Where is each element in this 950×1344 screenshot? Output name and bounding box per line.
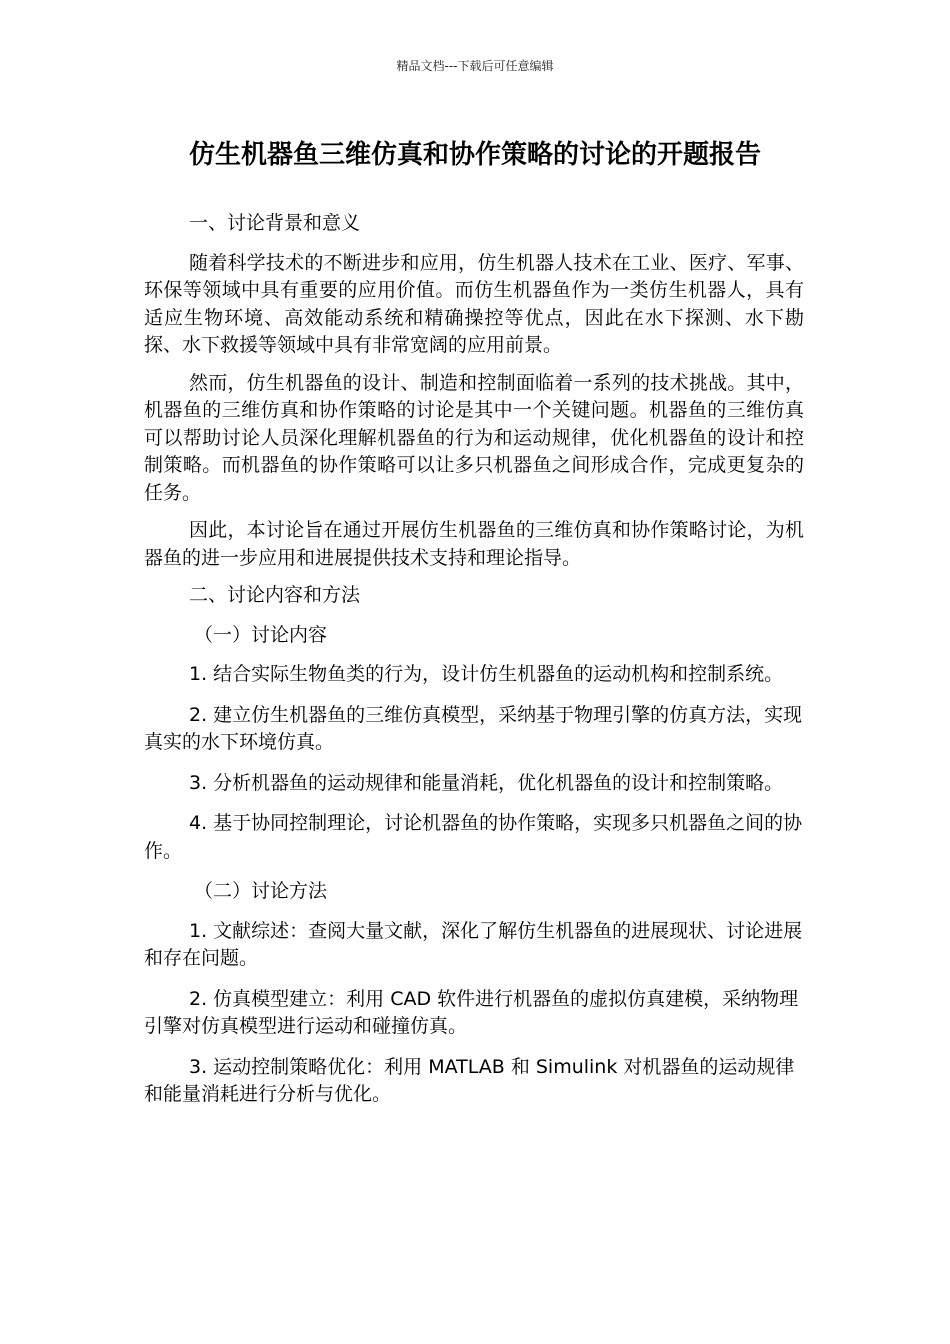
section-1-paragraph-2: 然而，仿生机器鱼的设计、制造和控制面临着一系列的技术挑战。其中，机器鱼的三维仿真和协作策略的讨论是其中一个关键问题。机器鱼的三维仿真可以帮助讨论人员深化理解机器鱼的行为和运动规律，优化机器鱼的设计和控制策略。而机器鱼的协作策略可以让多只机器鱼之间形成合作，完成更复杂的任务。 [144,371,804,504]
section-1-heading: 一、讨论背景和意义 [189,212,361,234]
section-2-heading: 二、讨论内容和方法 [189,584,361,606]
method-subheading: （二）讨论方法 [194,880,328,902]
page-header: 精品文档---下载后可任意编辑 [396,59,554,73]
document-body [144,210,804,1122]
section-1-paragraph-3: 因此，本讨论旨在通过开展仿生机器鱼的三维仿真和协作策略讨论，为机器鱼的进一步应用和进展提供技术支持和理论指导。 [144,519,804,569]
content-subheading: （一）讨论内容 [194,623,328,646]
content-item: 2. 建立仿生机器鱼的三维仿真模型，采纳基于物理引擎的仿真方法，实现真实的水下环境仿真。 [144,703,803,753]
content-item: 4. 基于协同控制理论，讨论机器鱼的协作策略，实现多只机器鱼之间的协作。 [144,812,803,862]
document-title: 仿生机器鱼三维仿真和协作策略的讨论的开题报告 [188,140,761,170]
method-item: 1. 文献综述：查阅大量文献，深化了解仿生机器鱼的进展现状、讨论进展和存在问题。 [144,919,803,969]
content-item: 1. 结合实际生物鱼类的行为，设计仿生机器鱼的运动机构和控制系统。 [189,663,784,685]
method-item: 3. 运动控制策略优化：利用 MATLAB 和 Simulink 对机器鱼的运动规律和能量消耗进行分析与优化。 [144,1055,795,1105]
section-1-paragraph-1: 随着科学技术的不断进步和应用，仿生机器人技术在工业、医疗、军事、环保等领域中具有重要的应用价值。而仿生机器鱼作为一类仿生机器人，具有适应生物环境、高效能动系统和精确操控等优点，因此在水下探测、水下勘探、水下救援等领域中具有非常宽阔的应用前景。 [144,251,804,356]
method-item: 2. 仿真模型建立：利用 CAD 软件进行机器鱼的虚拟仿真建模，采纳物理引擎对仿真模型进行运动和碰撞仿真。 [144,987,799,1037]
content-item: 3. 分析机器鱼的运动规律和能量消耗，优化机器鱼的设计和控制策略。 [189,771,784,794]
